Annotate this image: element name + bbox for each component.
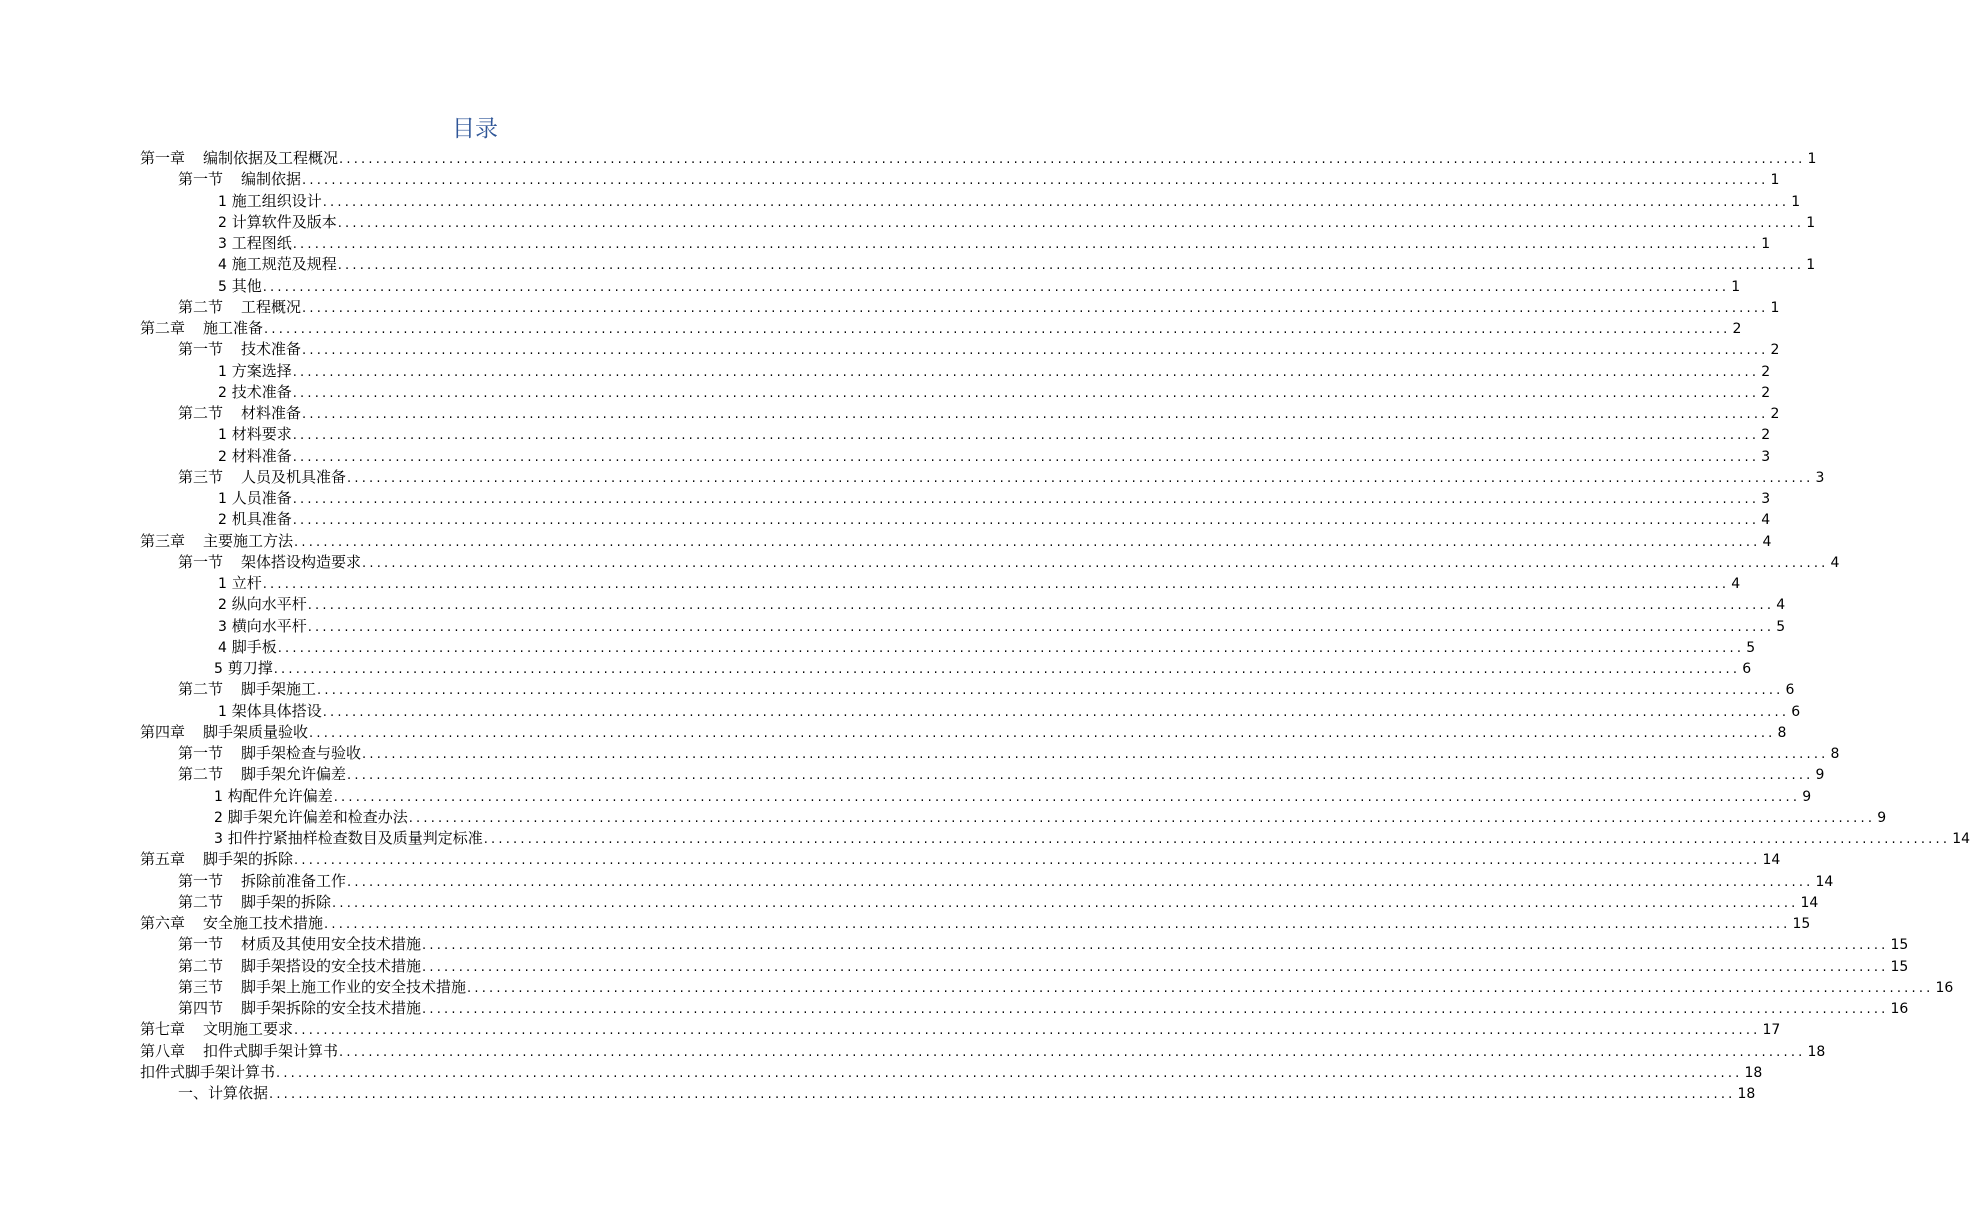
toc-page-number: 4 (1776, 597, 1786, 614)
toc-page-number: 15 (1890, 937, 1909, 954)
toc-page-number: 18 (1807, 1043, 1826, 1060)
toc-page-number: 5 (1776, 618, 1786, 635)
toc-entry-text: 材质及其使用安全技术措施 (241, 935, 422, 954)
toc-page-number: 6 (1785, 682, 1795, 699)
toc-entry[interactable] (140, 148, 1817, 169)
toc-entry-heading (178, 764, 347, 785)
toc-leader-dots: ........................................................................................................................................................................................................ (347, 874, 1814, 890)
toc-entry-text: 立杆 (231, 574, 262, 592)
toc-page-number: 14 (1952, 831, 1970, 847)
toc-page-number: 1 (1731, 278, 1741, 295)
toc-leader-dots: ........................................................................................................................................................................................................ (309, 725, 1776, 741)
toc-entry[interactable] (140, 913, 1811, 934)
toc-entry-text: 脚手架的拆除 (203, 850, 294, 869)
toc-entry-label: 第三章 (140, 531, 186, 550)
toc-leader-dots: ........................................................................................................................................................................................................ (292, 364, 1760, 380)
toc-entry-heading (218, 276, 263, 298)
toc-entry-heading (214, 786, 334, 808)
toc-page-number: 16 (1935, 979, 1954, 996)
toc-entry[interactable] (140, 701, 1801, 722)
toc-leader-dots: ........................................................................................................................................................................................................ (302, 300, 1769, 316)
toc-page-number: 1 (1807, 151, 1817, 167)
toc-leader-dots: ........................................................................................................................................................................................................ (362, 747, 1829, 762)
toc-entry-heading (140, 1019, 294, 1040)
toc-leader-dots: ........................................................................................................................................................................................................ (292, 428, 1760, 444)
toc-leader-dots: ........................................................................................................................................................................................................ (294, 853, 1761, 869)
toc-entry-label: 第四章 (140, 722, 186, 741)
toc-entry[interactable] (140, 807, 1887, 828)
toc-entry-text: 横向水平杆 (231, 616, 307, 635)
toc-entry-label: 5 (218, 278, 227, 295)
toc-leader-dots: ........................................................................................................................................................................................................ (302, 343, 1769, 359)
toc-entry[interactable] (140, 956, 1909, 977)
toc-entry-text: 其他 (231, 276, 262, 295)
toc-entry-heading (140, 1041, 339, 1062)
toc-entry-text: 方案选择 (231, 361, 292, 380)
toc-entry-text: 工程图纸 (231, 234, 292, 252)
toc-leader-dots: ........................................................................................................................................................................................................ (307, 598, 1775, 614)
toc-page-number: 6 (1791, 703, 1801, 720)
toc-leader-dots: ........................................................................................................................................................................................................ (408, 810, 1876, 826)
toc-entry[interactable] (140, 679, 1795, 700)
toc-entry-heading (218, 701, 323, 723)
toc-entry-label: 第二节 (178, 297, 224, 316)
toc-entry-label: 第二节 (178, 680, 224, 699)
toc-entry-heading (218, 509, 293, 531)
toc-entry-label: 2 (214, 809, 223, 826)
toc-entry-heading (178, 169, 302, 190)
toc-entry-heading (218, 191, 323, 213)
toc-entry-text: 计算软件及版本 (231, 212, 337, 231)
toc-entry[interactable] (140, 276, 1741, 297)
toc-page-number: 1 (1761, 236, 1771, 252)
toc-entry-text: 脚手架施工 (241, 680, 317, 699)
toc-entry-label: 3 (214, 831, 223, 847)
toc-entry-heading (218, 424, 293, 446)
toc-entry-text: 技术准备 (231, 382, 292, 401)
toc-entry-heading (178, 998, 422, 1019)
toc-entry-heading (140, 318, 264, 339)
toc-entry-text: 脚手架上施工作业的安全技术措施 (241, 977, 467, 996)
toc-entry-heading (178, 403, 302, 424)
toc-entry[interactable] (140, 1041, 1826, 1062)
toc-leader-dots: ........................................................................................................................................................................................................ (347, 470, 1814, 486)
toc-entry[interactable] (140, 764, 1825, 785)
toc-leader-dots: ........................................................................................................................................................................................................ (317, 683, 1784, 699)
toc-page-number: 17 (1762, 1022, 1781, 1039)
toc-page-number: 1 (1806, 257, 1816, 274)
toc-entry-text: 施工准备 (203, 319, 264, 337)
toc-entry-heading (178, 297, 302, 318)
toc-entry[interactable] (140, 1062, 1763, 1083)
toc-entry-text: 编制依据 (241, 170, 302, 189)
toc-leader-dots: ........................................................................................................................................................................................................ (292, 492, 1760, 507)
toc-entry-label: 2 (218, 214, 227, 231)
toc-entry-heading (218, 233, 293, 255)
toc-page-number: 2 (1761, 363, 1771, 380)
toc-entry-text: 安全施工技术措施 (203, 914, 324, 932)
toc-entry-text: 机具准备 (231, 510, 292, 529)
toc-entry-label: 2 (218, 512, 227, 529)
toc-leader-dots: ........................................................................................................................................................................................................ (322, 704, 1790, 720)
toc-entry-heading (178, 339, 302, 360)
toc-entry[interactable] (140, 871, 1834, 892)
toc-page-number: 9 (1802, 788, 1812, 805)
toc-entry[interactable] (140, 1083, 1756, 1104)
toc-entry[interactable] (140, 531, 1772, 552)
toc-entry[interactable] (140, 191, 1801, 212)
toc-leader-dots: ........................................................................................................................................................................................................ (264, 322, 1731, 337)
toc-entry-label: 第八章 (140, 1041, 186, 1060)
toc-entry-label: 1 (214, 788, 223, 805)
toc-page-number: 8 (1777, 724, 1787, 741)
toc-leader-dots: ........................................................................................................................................................................................................ (307, 619, 1775, 635)
toc-entry-heading (140, 531, 294, 552)
toc-leader-dots: ........................................................................................................................................................................................................ (483, 832, 1951, 847)
toc-page-number: 2 (1732, 321, 1742, 337)
toc-leader-dots: ........................................................................................................................................................................................................ (337, 215, 1805, 231)
toc-page-number: 3 (1761, 448, 1771, 465)
toc-entry-text: 脚手架检查与验收 (241, 744, 362, 762)
toc-entry-text: 材料准备 (231, 446, 292, 465)
toc-entry-label: 第五章 (140, 850, 186, 869)
toc-entry[interactable] (140, 552, 1840, 573)
toc-entry[interactable] (140, 382, 1771, 403)
toc-entry-text: 架体具体搭设 (231, 701, 322, 720)
toc-entry-heading (218, 361, 293, 383)
toc-entry-label: 1 (218, 703, 227, 720)
toc-entry[interactable] (140, 743, 1840, 764)
toc-entry-text: 脚手架允许偏差 (241, 765, 347, 784)
toc-leader-dots: ........................................................................................................................................................................................................ (276, 1065, 1743, 1081)
toc-entry-text: 脚手板 (231, 637, 277, 656)
toc-page-number: 2 (1761, 384, 1771, 401)
toc-entry[interactable] (140, 1019, 1781, 1040)
toc-entry-heading (218, 382, 293, 404)
toc-entry[interactable] (140, 786, 1812, 807)
toc-entry-heading (214, 828, 484, 850)
toc-entry-text: 构配件允许偏差 (227, 786, 333, 805)
toc-entry-text: 文明施工要求 (203, 1020, 294, 1039)
toc-entry-text: 材料准备 (241, 404, 302, 422)
toc-entry[interactable] (140, 339, 1780, 360)
toc-leader-dots: ........................................................................................................................................................................................................ (302, 407, 1769, 422)
toc-entry[interactable] (140, 892, 1819, 913)
toc-entry-text: 纵向水平杆 (231, 595, 307, 614)
toc-page-number: 4 (1762, 533, 1772, 550)
toc-entry[interactable] (140, 467, 1825, 488)
toc-entry-label: 第一节 (178, 871, 224, 890)
toc-page-number: 4 (1761, 512, 1771, 529)
toc-page-number: 2 (1770, 342, 1780, 359)
toc-entry-label: 1 (218, 363, 227, 380)
toc-page-number: 2 (1761, 427, 1771, 444)
toc-page-number: 1 (1770, 172, 1780, 189)
toc-entry-heading (178, 467, 347, 488)
toc-entry-label: 1 (218, 491, 227, 507)
toc-entry-heading (178, 892, 332, 913)
toc-entry-heading (178, 552, 362, 573)
toc-entry-heading (178, 679, 317, 700)
toc-entry[interactable] (140, 212, 1816, 233)
toc-entry-heading (218, 446, 293, 468)
toc-entry-heading (218, 594, 308, 616)
toc-entry-text: 施工组织设计 (231, 191, 322, 210)
toc-entry-heading (214, 807, 409, 829)
toc-entry-text: 脚手架质量验收 (203, 722, 309, 741)
toc-page-number: 18 (1744, 1064, 1763, 1081)
toc-entry-label: 1 (218, 576, 227, 592)
toc-entry[interactable] (140, 722, 1787, 743)
toc-entry-text: 脚手架允许偏差和检查办法 (227, 807, 408, 826)
toc-entry[interactable] (140, 828, 1970, 849)
toc-entry-text: 扣件式脚手架计算书 (140, 1062, 276, 1081)
toc-entry-label: 4 (218, 639, 227, 656)
toc-entry-label: 第二节 (178, 892, 224, 911)
toc-page-number: 8 (1830, 746, 1840, 762)
toc-leader-dots: ........................................................................................................................................................................................................ (302, 173, 1769, 189)
toc-leader-dots: ........................................................................................................................................................................................................ (333, 789, 1801, 805)
toc-entry-label: 第六章 (140, 914, 186, 932)
toc-entry-text: 拆除前准备工作 (241, 871, 347, 890)
toc-entry-heading (218, 616, 308, 638)
toc-entry-label: 2 (218, 448, 227, 465)
toc-entry-text: 编制依据及工程概况 (203, 149, 339, 167)
toc-entry-text: 一、计算依据 (178, 1084, 269, 1102)
toc-entry[interactable] (140, 318, 1742, 339)
toc-entry[interactable] (140, 233, 1771, 254)
toc-entry[interactable] (140, 361, 1771, 382)
toc-page-number: 14 (1762, 852, 1781, 869)
toc-entry-label: 2 (218, 597, 227, 614)
toc-entry-label: 第一节 (178, 340, 224, 359)
toc-page-number: 15 (1890, 958, 1909, 975)
table-of-contents (140, 148, 1970, 1104)
toc-entry[interactable] (140, 934, 1909, 955)
toc-entry[interactable] (140, 658, 1752, 679)
toc-page-number: 14 (1815, 873, 1834, 890)
toc-leader-dots: ........................................................................................................................................................................................................ (292, 385, 1760, 401)
toc-title: 目录 (452, 116, 498, 142)
toc-page-number: 9 (1815, 767, 1825, 784)
toc-leader-dots: ........................................................................................................................................................................................................ (292, 449, 1760, 465)
toc-entry-text: 扣件式脚手架计算书 (203, 1041, 339, 1060)
toc-leader-dots: ........................................................................................................................................................................................................ (339, 152, 1806, 167)
toc-entry-text: 架体搭设构造要求 (241, 552, 362, 571)
toc-page-number: 5 (1746, 639, 1756, 656)
toc-leader-dots: ........................................................................................................................................................................................................ (467, 980, 1934, 996)
toc-entry-text: 主要施工方法 (203, 531, 294, 550)
toc-page-number: 3 (1761, 491, 1771, 507)
toc-leader-dots: ........................................................................................................................................................................................................ (324, 917, 1791, 932)
toc-entry-label: 第一节 (178, 744, 224, 762)
toc-entry-heading (140, 148, 339, 169)
toc-entry[interactable] (140, 998, 1909, 1019)
toc-entry-label: 第二节 (178, 956, 224, 975)
toc-entry-heading (140, 1062, 276, 1083)
toc-entry-label: 第三节 (178, 467, 224, 486)
toc-entry-heading (178, 934, 422, 955)
toc-leader-dots: ........................................................................................................................................................................................................ (273, 662, 1741, 677)
toc-entry-heading (214, 658, 274, 680)
toc-leader-dots: ........................................................................................................................................................................................................ (422, 1002, 1889, 1017)
toc-entry[interactable] (140, 637, 1756, 658)
toc-page-number: 1 (1791, 193, 1801, 210)
toc-entry-text: 工程概况 (241, 297, 302, 316)
toc-page-number: 15 (1792, 916, 1811, 932)
toc-entry-label: 第一节 (178, 935, 224, 954)
toc-entry-heading (178, 956, 422, 977)
toc-leader-dots: ........................................................................................................................................................................................................ (292, 513, 1760, 529)
toc-entry[interactable] (140, 509, 1771, 530)
toc-entry[interactable] (140, 849, 1781, 870)
toc-entry-text: 脚手架拆除的安全技术措施 (241, 999, 422, 1017)
toc-page-number: 9 (1877, 809, 1887, 826)
toc-leader-dots: ........................................................................................................................................................................................................ (262, 279, 1730, 295)
toc-entry[interactable] (140, 488, 1771, 509)
toc-entry-text: 材料要求 (231, 425, 292, 444)
toc-page-number: 1 (1770, 299, 1780, 316)
toc-entry-label: 1 (218, 193, 227, 210)
toc-entry[interactable] (140, 446, 1771, 467)
toc-entry[interactable] (140, 424, 1771, 445)
toc-entry-label: 4 (218, 257, 227, 274)
toc-entry-label: 3 (218, 236, 227, 252)
toc-entry-heading (218, 212, 338, 234)
toc-page-number: 14 (1800, 894, 1819, 911)
toc-page-number: 18 (1737, 1086, 1756, 1102)
toc-entry-text: 扣件拧紧抽样检查数目及质量判定标准 (227, 829, 483, 847)
toc-entry-text: 脚手架搭设的安全技术措施 (241, 956, 422, 975)
toc-entry-label: 第一节 (178, 552, 224, 571)
toc-entry-heading (178, 871, 347, 892)
toc-page-number: 2 (1770, 406, 1780, 422)
toc-leader-dots: ........................................................................................................................................................................................................ (339, 1044, 1806, 1060)
toc-page-number: 16 (1890, 1001, 1909, 1017)
toc-entry-heading (140, 722, 309, 743)
toc-entry-text: 人员及机具准备 (241, 467, 347, 486)
toc-page-number: 3 (1815, 469, 1825, 486)
toc-entry-text: 剪刀撑 (227, 659, 273, 677)
toc-entry-heading (178, 1083, 269, 1104)
toc-entry-label: 第二节 (178, 765, 224, 784)
toc-entry[interactable] (140, 594, 1786, 615)
toc-entry-label: 3 (218, 618, 227, 635)
toc-entry-heading (178, 743, 362, 764)
toc-entry-heading (218, 637, 278, 659)
toc-entry-label: 第七章 (140, 1020, 186, 1039)
toc-entry-label: 1 (218, 427, 227, 444)
toc-leader-dots: ........................................................................................................................................................................................................ (362, 555, 1829, 571)
toc-entry-text: 人员准备 (231, 489, 292, 507)
toc-entry-label: 第一节 (178, 170, 224, 189)
toc-entry-label: 第一章 (140, 149, 186, 167)
toc-leader-dots: ........................................................................................................................................................................................................ (292, 237, 1760, 252)
toc-leader-dots: ........................................................................................................................................................................................................ (347, 768, 1814, 784)
toc-leader-dots: ........................................................................................................................................................................................................ (294, 1023, 1761, 1039)
toc-page-number: 1 (1806, 214, 1816, 231)
toc-leader-dots: ........................................................................................................................................................................................................ (262, 577, 1730, 592)
toc-page-number: 4 (1830, 554, 1840, 571)
toc-entry-text: 施工规范及规程 (231, 255, 337, 274)
toc-entry-label: 第三节 (178, 977, 224, 996)
toc-entry-label: 第二节 (178, 404, 224, 422)
toc-entry[interactable] (140, 573, 1741, 594)
toc-entry-label: 第四节 (178, 999, 224, 1017)
toc-entry-heading (140, 849, 294, 870)
toc-leader-dots: ........................................................................................................................................................................................................ (332, 895, 1799, 911)
toc-leader-dots: ........................................................................................................................................................................................................ (277, 640, 1745, 656)
toc-entry-label: 2 (218, 384, 227, 401)
toc-page-number: 6 (1742, 661, 1752, 677)
toc-entry-heading (218, 488, 293, 510)
toc-leader-dots: ........................................................................................................................................................................................................ (294, 534, 1761, 550)
toc-entry-heading (140, 913, 324, 934)
toc-leader-dots: ........................................................................................................................................................................................................ (422, 938, 1889, 954)
toc-page-number: 4 (1731, 576, 1741, 592)
toc-entry[interactable] (140, 297, 1780, 318)
toc-entry[interactable] (140, 616, 1786, 637)
toc-entry-heading (218, 254, 338, 276)
toc-entry[interactable] (140, 977, 1954, 998)
toc-entry-heading (218, 573, 263, 595)
toc-leader-dots: ........................................................................................................................................................................................................ (422, 959, 1889, 975)
toc-entry-heading (178, 977, 467, 998)
toc-leader-dots: ........................................................................................................................................................................................................ (337, 258, 1805, 274)
toc-entry[interactable] (140, 254, 1816, 275)
toc-leader-dots: ........................................................................................................................................................................................................ (322, 194, 1790, 210)
toc-entry-label: 5 (214, 661, 223, 677)
toc-entry[interactable] (140, 169, 1780, 190)
toc-entry-text: 脚手架的拆除 (241, 892, 332, 911)
toc-entry-label: 第二章 (140, 319, 186, 337)
toc-entry[interactable] (140, 403, 1780, 424)
toc-entry-text: 技术准备 (241, 340, 302, 359)
toc-leader-dots: ........................................................................................................................................................................................................ (269, 1087, 1736, 1102)
